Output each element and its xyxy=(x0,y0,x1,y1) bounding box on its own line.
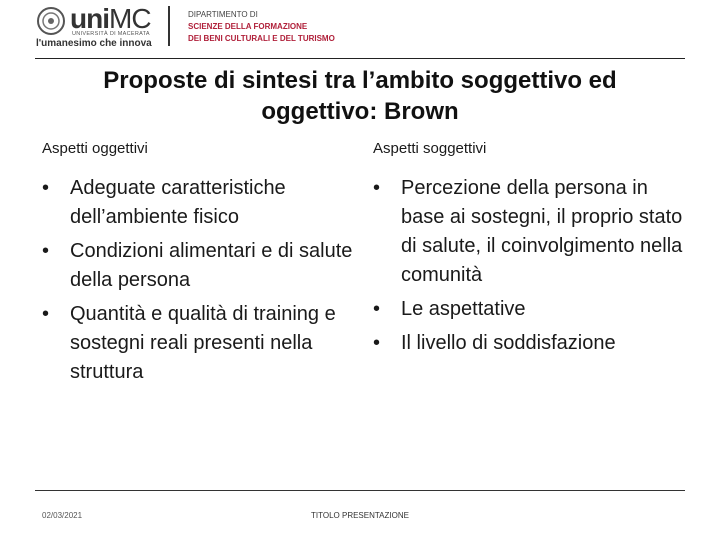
right-bullet-list xyxy=(373,174,693,358)
list-item: • Adeguate caratteristiche dell’ambiente fisico xyxy=(42,177,286,228)
left-bullet-list xyxy=(42,174,362,387)
list-item: • Il livello di soddisfazione xyxy=(373,332,616,354)
title-area xyxy=(35,58,685,127)
left-column-heading: Aspetti oggettivi xyxy=(42,140,148,157)
university-seal-icon xyxy=(36,6,66,36)
department-name: DIPARTIMENTO DI SCIENZE DELLA FORMAZIONE DEI BENI CULTURALI E DEL TURISMO xyxy=(188,10,335,43)
footer-divider xyxy=(35,490,685,491)
right-column-heading: Aspetti soggettivi xyxy=(373,140,487,157)
university-name: UNIVERSITÀ DI MACERATA xyxy=(72,31,150,37)
footer-title: TITOLO PRESENTAZIONE xyxy=(311,511,409,520)
unimc-logo: uniMC xyxy=(70,3,151,34)
list-item: • Le aspettative xyxy=(373,298,526,320)
slide-header xyxy=(0,0,720,60)
list-item: • Percezione della persona in base ai sostegni, il proprio stato di salute, il coinvolgimento nella comunità xyxy=(373,177,683,286)
right-column xyxy=(373,140,693,363)
list-item: • Quantità e qualità di training e sostegni reali presenti nella struttura xyxy=(42,303,336,383)
list-item: • Condizioni alimentari e di salute della persona xyxy=(42,240,353,291)
header-divider xyxy=(168,6,170,46)
left-column xyxy=(42,140,362,392)
slide-title: Proposte di sintesi tra l’ambito soggettivo ed oggettivo: Brown xyxy=(103,67,617,125)
logo-tagline: l'umanesimo che innova xyxy=(36,38,152,49)
footer-date: 02/03/2021 xyxy=(42,511,83,520)
